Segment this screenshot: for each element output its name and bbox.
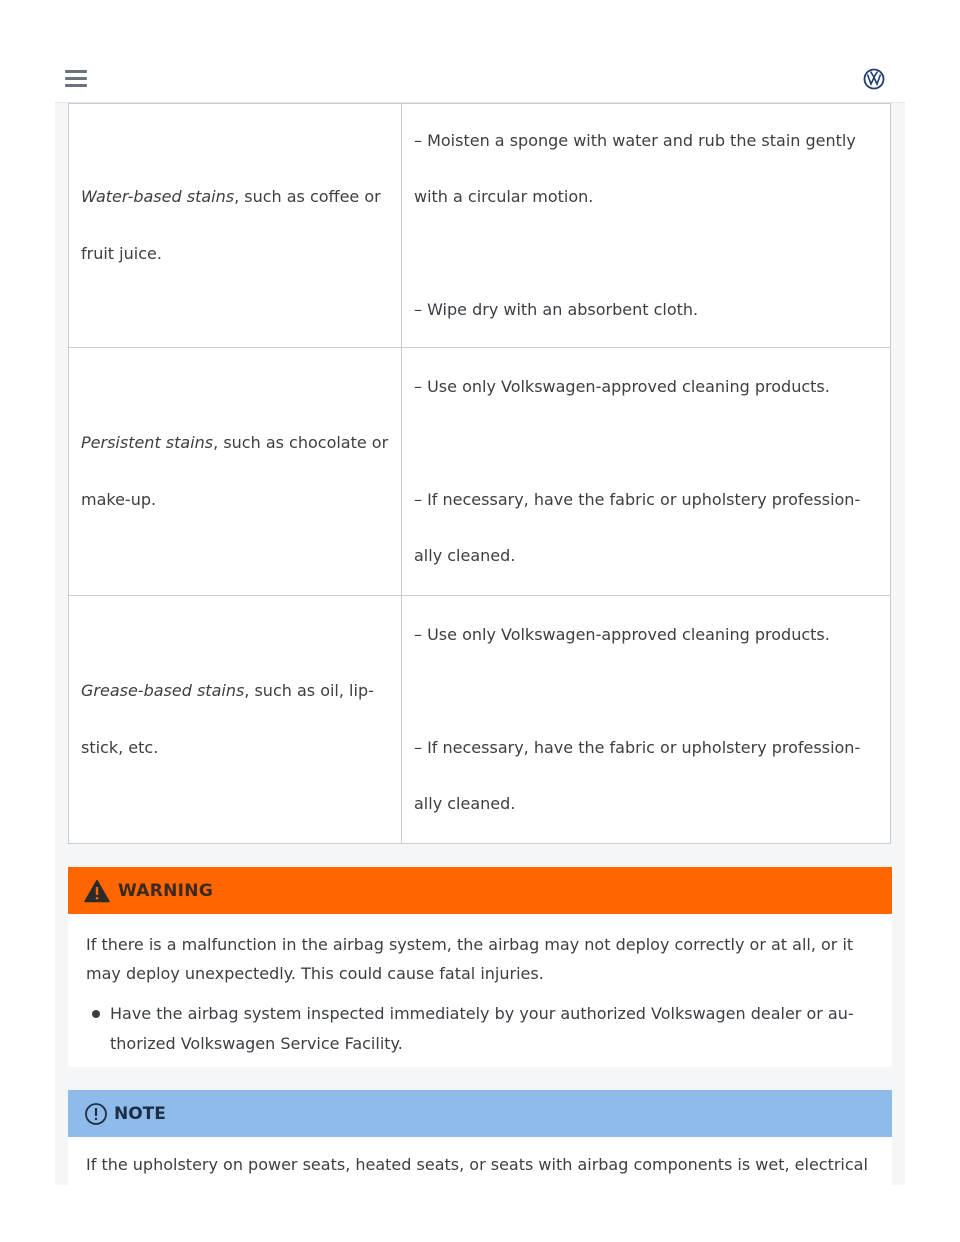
cleaning-step: – If necessary, have the fabric or upholstery profession- bbox=[414, 737, 861, 757]
cleaning-step: – Use only Volkswagen-approved cleaning products. bbox=[414, 624, 830, 644]
warning-header bbox=[68, 867, 892, 914]
stain-desc: , such as oil, lip- bbox=[244, 681, 374, 700]
table-row bbox=[69, 348, 891, 596]
cleaning-step: – Moisten a sponge with water and rub the stain gently bbox=[414, 130, 856, 150]
exclamation-circle-icon bbox=[84, 1102, 108, 1126]
stain-type-label: Persistent stains bbox=[81, 433, 214, 452]
note-header bbox=[68, 1090, 892, 1137]
warning-body bbox=[68, 914, 892, 1059]
cleaning-step: – Wipe dry with an absorbent cloth. bbox=[414, 300, 699, 319]
cleaning-step: with a circular motion. bbox=[414, 187, 594, 206]
stain-type-cell bbox=[69, 104, 402, 348]
stain-desc: , such as coffee or bbox=[234, 187, 381, 206]
bullet-text: Have the airbag system inspected immediately by your authorized Volkswagen dealer or au- bbox=[110, 1004, 854, 1023]
stain-desc: , such as chocolate or bbox=[213, 433, 389, 452]
note-body bbox=[68, 1137, 892, 1179]
stain-desc: make-up. bbox=[81, 489, 157, 509]
cleaning-steps-cell bbox=[402, 348, 891, 596]
cleaning-step: ally cleaned. bbox=[414, 546, 516, 565]
stain-type-label: Water-based stains bbox=[81, 187, 235, 206]
warning-box bbox=[68, 867, 892, 1067]
note-title: NOTE bbox=[114, 1103, 166, 1124]
stain-type-cell bbox=[69, 348, 402, 596]
stain-desc: stick, etc. bbox=[81, 737, 159, 757]
page-content bbox=[55, 103, 905, 1185]
warning-title: WARNING bbox=[118, 880, 214, 901]
stain-desc: fruit juice. bbox=[81, 243, 162, 263]
cleaning-step: ally cleaned. bbox=[414, 794, 516, 813]
cleaning-step: – If necessary, have the fabric or upholstery profession- bbox=[414, 489, 861, 509]
cleaning-steps-cell bbox=[402, 104, 891, 348]
table-row bbox=[69, 104, 891, 348]
stain-type-cell bbox=[69, 596, 402, 844]
warning-bullet bbox=[86, 999, 874, 1059]
volkswagen-logo-icon[interactable] bbox=[863, 68, 885, 90]
hamburger-menu-icon[interactable] bbox=[65, 70, 87, 88]
note-text: If the upholstery on power seats, heated seats, or seats with airbag components is wet, electrical bbox=[86, 1155, 868, 1174]
stain-removal-table bbox=[68, 103, 891, 844]
note-box bbox=[68, 1090, 892, 1185]
warning-triangle-icon bbox=[84, 879, 110, 903]
stain-type-label: Grease-based stains bbox=[81, 681, 245, 700]
warning-text: If there is a malfunction in the airbag system, the airbag may not deploy correctly or at all, or it bbox=[86, 935, 854, 954]
bullet-text: thorized Volkswagen Service Facility. bbox=[110, 1034, 403, 1053]
cleaning-step: – Use only Volkswagen-approved cleaning products. bbox=[414, 376, 830, 396]
warning-text: may deploy unexpectedly. This could cause fatal injuries. bbox=[86, 964, 544, 983]
table-row bbox=[69, 596, 891, 844]
top-bar bbox=[55, 56, 905, 103]
cleaning-steps-cell bbox=[402, 596, 891, 844]
